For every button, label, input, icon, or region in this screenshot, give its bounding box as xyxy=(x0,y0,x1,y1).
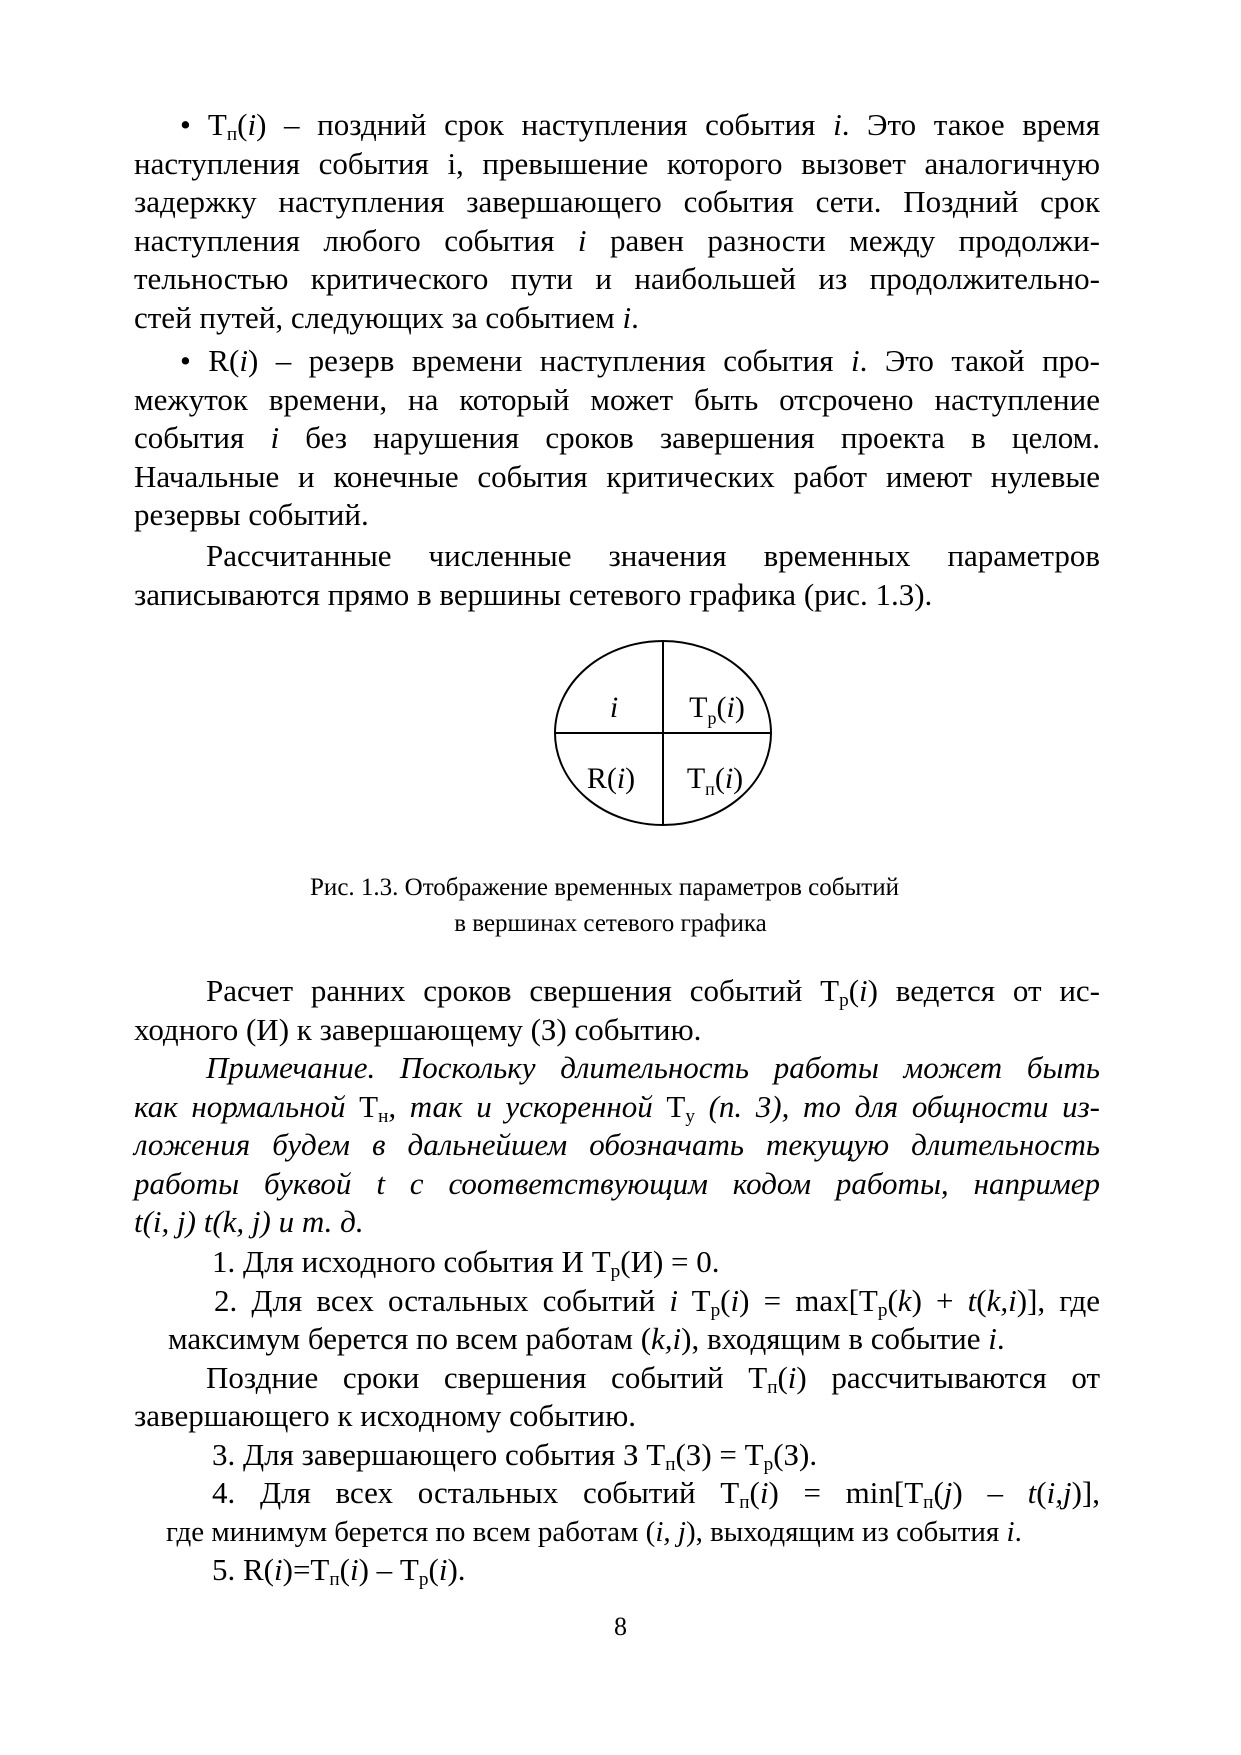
bullet1-line2: наступления события i, превышение которого вызовет аналогичную xyxy=(134,145,1100,181)
subscript: у xyxy=(685,1105,695,1127)
text: T xyxy=(666,1088,686,1124)
text: ) + xyxy=(911,1282,968,1318)
text: ) = min[T xyxy=(768,1475,924,1510)
text: 4. Для всех остальных событий T xyxy=(212,1475,740,1510)
text: события xyxy=(134,420,271,455)
subscript: р xyxy=(610,1260,621,1282)
node-reserve: R(i) xyxy=(586,762,636,795)
rule-1 xyxy=(134,1243,1100,1282)
italic-var: i xyxy=(349,1552,359,1587)
italic-var: j xyxy=(943,1475,953,1510)
subscript: п xyxy=(923,1491,934,1513)
text: Поздние сроки свершения событий T xyxy=(206,1359,768,1395)
text: ( xyxy=(720,1282,731,1318)
bullet2-line1 xyxy=(134,342,1100,381)
subscript: п xyxy=(739,1491,750,1513)
node-late-term: $T_п(i)$ xyxy=(686,762,744,799)
text: (И) = 0. xyxy=(620,1244,720,1279)
text: стей путей, следующих за событием xyxy=(134,299,623,335)
text: ( xyxy=(749,1475,760,1510)
text: ( xyxy=(887,1282,898,1318)
text: ( xyxy=(237,107,248,142)
bullet-reserve xyxy=(134,342,1100,535)
text: ( xyxy=(1036,1475,1047,1510)
text: как нормальной xyxy=(134,1088,360,1124)
text: ) рассчитываются от xyxy=(796,1359,1100,1395)
italic-var: i xyxy=(833,107,842,142)
note-line2 xyxy=(134,1088,1100,1127)
rule-4-line2 xyxy=(134,1513,1100,1552)
text: ) – поздний срок наступления события xyxy=(256,107,834,142)
subscript: п xyxy=(329,1568,340,1590)
subscript: н xyxy=(378,1105,389,1127)
text: (п. 3), то для общности из- xyxy=(694,1088,1101,1124)
subscript: п xyxy=(767,1376,778,1398)
italic-var: i xyxy=(247,107,257,142)
text: 3. Для завершающего события З T xyxy=(212,1436,666,1472)
text: ) – T xyxy=(358,1552,419,1587)
caption-line1: Рис. 1.3. Отображение временных параметров событий xyxy=(310,874,899,901)
bullet1-line4 xyxy=(134,222,1100,261)
bullet2-line4: Начальные и конечные события критических работ имеют нулевые xyxy=(134,458,1100,494)
late-terms-line2: завершающего к исходному событию. xyxy=(134,1398,637,1433)
subscript: р xyxy=(839,989,849,1011)
text: ( xyxy=(976,1282,987,1318)
event-node-diagram xyxy=(550,637,776,829)
italic-var: k xyxy=(897,1282,912,1318)
text: , так и ускоренной xyxy=(388,1088,667,1124)
text: ) = max[T xyxy=(739,1282,878,1318)
rule-4 xyxy=(134,1474,1100,1513)
italic-var: i xyxy=(438,1552,448,1587)
text: ), выходящим из события xyxy=(685,1515,1007,1548)
numbered-rules xyxy=(134,1243,1100,1590)
subscript: р xyxy=(418,1568,429,1590)
text: . Это такой про- xyxy=(859,343,1100,378)
text: ). xyxy=(447,1552,466,1587)
bullet-late-term xyxy=(134,106,1100,337)
italic-var: k,i xyxy=(986,1282,1017,1318)
text: наступления любого события xyxy=(134,222,578,258)
text: (З) = T xyxy=(675,1436,764,1472)
text: . xyxy=(1014,1515,1022,1548)
paragraph-recorded-values xyxy=(134,537,1100,614)
italic-var: i xyxy=(239,343,248,378)
text: ) – xyxy=(952,1475,1028,1510)
bullet1-line1 xyxy=(134,106,1100,145)
italic-var: i xyxy=(850,343,860,378)
rule-2-line2 xyxy=(134,1320,1100,1359)
text: 1. Для исходного события И T xyxy=(212,1244,611,1279)
text: . Это такое время xyxy=(841,107,1100,142)
text: ( xyxy=(777,1359,788,1395)
italic-var: i xyxy=(759,1475,769,1510)
text: (З). xyxy=(773,1436,818,1472)
italic-var: i, j xyxy=(655,1515,686,1548)
italic-var: k,i xyxy=(651,1321,682,1356)
note-line1: Примечание. Поскольку длительность работы может быть xyxy=(206,1050,1100,1085)
text: T xyxy=(359,1088,379,1124)
italic-var: i xyxy=(859,973,868,1008)
rule-5 xyxy=(134,1551,1100,1590)
para1-line2: записываются прямо в вершины сетевого графика (рис. 1.3). xyxy=(134,576,933,612)
text: без нарушения сроков завершения проекта в целом. xyxy=(279,420,1100,455)
italic-var: i xyxy=(622,299,632,335)
node-event-index: i xyxy=(609,691,619,724)
subscript: п xyxy=(226,123,238,145)
italic-var: i xyxy=(669,1282,679,1318)
bullet1-line6 xyxy=(134,299,1100,338)
page-number: 8 xyxy=(614,1612,627,1641)
text: • R( xyxy=(180,343,240,378)
para2-line1 xyxy=(134,972,1100,1011)
italic-var: i xyxy=(274,1552,283,1587)
caption-line2: в вершинах сетевого графика xyxy=(454,910,767,937)
text: )], где xyxy=(1016,1282,1100,1318)
late-terms-line1 xyxy=(134,1359,1100,1398)
italic-var: i xyxy=(1006,1515,1015,1548)
text: )], xyxy=(1071,1475,1101,1510)
para2-line2: ходного (И) к завершающему (З) событию. xyxy=(134,1011,702,1047)
text: Расчет ранних сроков свершения событий T xyxy=(206,973,840,1008)
note-line3: ложения будем в дальнейшем обозначать текущую длительность xyxy=(134,1127,1100,1162)
text: ) – резерв времени наступления события xyxy=(247,343,851,378)
rule-2 xyxy=(134,1282,1100,1321)
node-early-term: $T_р(i)$ xyxy=(689,691,745,728)
text: . xyxy=(996,1321,1005,1356)
text: максимум берется по всем работам ( xyxy=(168,1321,652,1356)
bullet2-line5: резервы событий. xyxy=(134,497,369,532)
text: )=T xyxy=(282,1552,330,1587)
italic-var: i xyxy=(270,420,280,455)
para1-line1: Рассчитанные численные значения временных параметров xyxy=(206,538,1100,573)
text: ( xyxy=(933,1475,944,1510)
text: где минимум берется по всем работам ( xyxy=(166,1515,656,1548)
bullet2-line2: межуток времени, на который может быть отсрочено наступление xyxy=(134,381,1100,417)
bullet2-line3 xyxy=(134,419,1100,458)
bullet1-line5: тельностью критического пути и наибольшей из продолжительно- xyxy=(134,261,1100,296)
text: ( xyxy=(428,1552,439,1587)
text: T xyxy=(678,1282,711,1318)
text: • T xyxy=(180,107,227,142)
figure-caption xyxy=(0,870,1241,942)
text: ), входящим в событие xyxy=(681,1321,989,1356)
text: ( xyxy=(339,1552,350,1587)
subscript: р xyxy=(877,1299,888,1321)
italic-var: i xyxy=(577,222,587,258)
paragraph-early-terms xyxy=(134,972,1100,1049)
italic-var: t xyxy=(1027,1475,1037,1510)
italic-var: i xyxy=(988,1321,997,1356)
italic-var: t xyxy=(967,1282,977,1318)
text: ) ведется от ис- xyxy=(867,973,1100,1008)
note-line5: t(i, j) t(k, j) и т. д. xyxy=(134,1204,364,1239)
italic-var: i xyxy=(730,1282,740,1318)
rule-3 xyxy=(134,1436,1100,1475)
text: . xyxy=(631,299,639,335)
note-line4: работы буквой t с соответствующим кодом работы, например xyxy=(134,1165,1100,1201)
text: 5. R( xyxy=(212,1552,274,1587)
subscript: п xyxy=(665,1453,676,1475)
text: 2. Для всех остальных событий xyxy=(214,1282,670,1318)
text: ( xyxy=(848,973,860,1008)
note-paragraph xyxy=(134,1049,1100,1242)
bullet1-line3: задержку наступления завершающего события сети. Поздний срок xyxy=(134,184,1100,219)
text: равен разности между продолжи- xyxy=(586,222,1100,258)
subscript: р xyxy=(763,1453,774,1475)
italic-var: i,j xyxy=(1046,1475,1072,1510)
italic-var: i xyxy=(787,1359,797,1395)
subscript: р xyxy=(710,1299,721,1321)
